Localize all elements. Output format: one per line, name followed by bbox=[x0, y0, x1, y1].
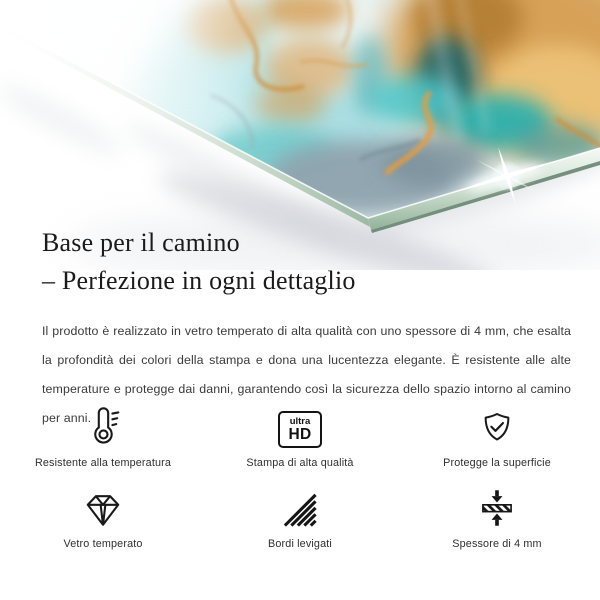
ultra-hd-text-bottom: HD bbox=[288, 426, 312, 443]
feature-polished-edges bbox=[206, 487, 394, 550]
feature-label: Protegge la superficie bbox=[443, 457, 551, 469]
features-row-2 bbox=[0, 487, 600, 550]
compressed-thickness-icon bbox=[477, 487, 517, 529]
product-description: Il prodotto è realizzato in vetro temperato di alta qualità con uno spessore di 4 mm, che esalta la profondità dei colori della stampa e dona una lucentezza elegante. È resistente alle alte temperature e protegge dai danni, garantendo così la sicurezza dello spazio intorno al camino per anni. bbox=[42, 324, 571, 426]
ultra-hd-text-top: ultra bbox=[289, 415, 311, 427]
thermometer-icon bbox=[81, 401, 125, 448]
feature-surface-protection bbox=[394, 401, 600, 469]
feature-thickness bbox=[394, 487, 600, 550]
feature-label: Resistente alla temperatura bbox=[34, 457, 172, 469]
feature-tempered-glass bbox=[0, 487, 206, 550]
feature-label: Vetro temperato bbox=[63, 538, 143, 550]
features-row-1 bbox=[0, 401, 600, 469]
page-title-line1: Base per il camino bbox=[42, 228, 240, 257]
page-title-line2: – Perfezione in ogni dettaglio bbox=[42, 266, 356, 295]
feature-label: Stampa di alta qualità bbox=[246, 457, 354, 469]
ultra-hd-badge-icon bbox=[278, 401, 322, 448]
feature-print-quality bbox=[206, 401, 394, 469]
feature-temperature-resistant bbox=[0, 401, 206, 469]
page-title bbox=[42, 224, 356, 300]
polished-edges-icon bbox=[281, 487, 319, 529]
feature-label: Spessore di 4 mm bbox=[452, 538, 542, 550]
feature-label: Bordi levigati bbox=[268, 538, 332, 550]
shield-check-icon bbox=[477, 401, 517, 448]
diamond-icon bbox=[80, 487, 126, 529]
